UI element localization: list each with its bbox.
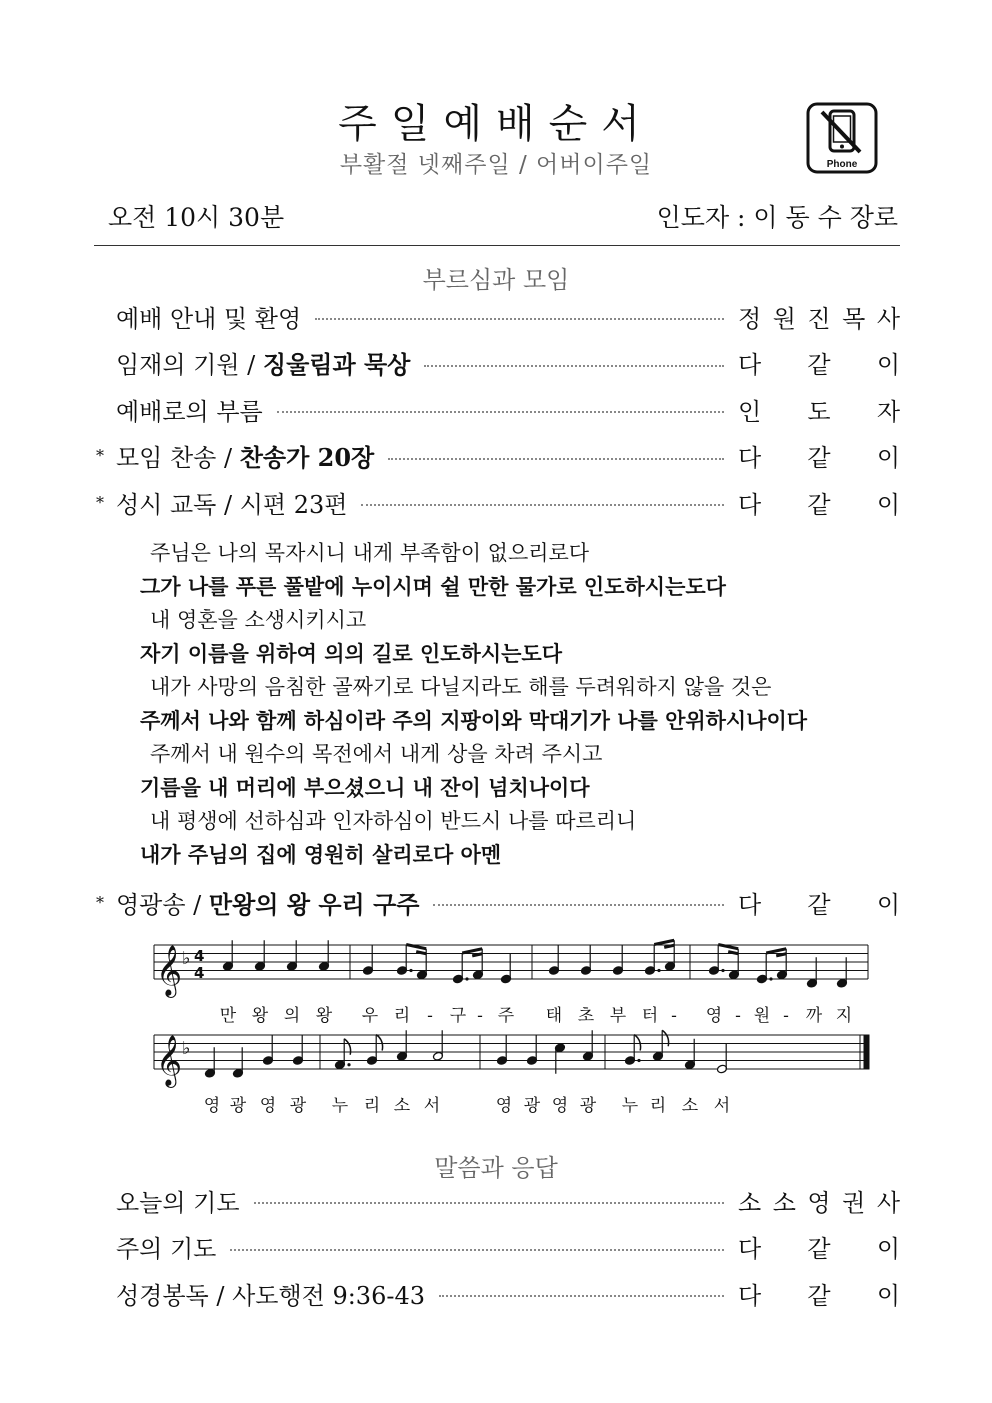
lyric-syllable: 광 xyxy=(229,1096,247,1116)
lyric-syllable: 우 xyxy=(361,1006,379,1026)
lyric-syllable: 누 xyxy=(331,1096,349,1116)
dot-leader xyxy=(361,504,724,506)
dot-leader xyxy=(433,904,724,906)
note-beam xyxy=(664,945,674,947)
lyric-syllable: 부 xyxy=(609,1006,627,1026)
psalm-line-leader: 내 영혼을 소생시키시고 xyxy=(150,608,367,632)
lyric-syllable: 소 xyxy=(393,1096,411,1116)
dot-leader xyxy=(230,1249,724,1251)
order-item xyxy=(96,438,900,474)
order-item-label: 성경봉독 / 사도행전 9:36-43 xyxy=(116,1281,425,1310)
psalm-line-leader: 주께서 내 원수의 목전에서 내게 상을 차려 주시고 xyxy=(150,742,603,766)
lyric-syllable: 만 xyxy=(219,1006,237,1026)
order-item-leader: 다 같 이 xyxy=(738,1281,900,1310)
lyric-syllable: - xyxy=(735,1006,741,1026)
note-dot xyxy=(409,969,412,972)
order-item-label: 주의 기도 xyxy=(116,1235,217,1263)
note-beam xyxy=(766,949,786,953)
lyric-syllable: 리 xyxy=(393,1006,411,1026)
order-item-leader: 다 같 이 xyxy=(738,444,900,472)
order-item xyxy=(96,391,900,427)
psalm-line-leader: 내가 사망의 음침한 골짜기로 다닐지라도 해를 두려워하지 않을 것은 xyxy=(150,675,772,699)
lyric-syllable: 누 xyxy=(621,1096,639,1116)
phone-badge-text: Phone xyxy=(826,159,858,170)
lyric-syllable: - xyxy=(783,1006,789,1026)
order-item xyxy=(96,345,900,381)
note-dot xyxy=(465,977,468,980)
order-item-label: 성시 교독 / 시편 23편 xyxy=(116,490,348,519)
lyric-syllable: 광 xyxy=(579,1096,597,1116)
lyric-syllable: 왕 xyxy=(251,1006,269,1026)
section-title-word: 말씀과 응답 xyxy=(434,1154,558,1182)
order-item-label: 예배 안내 및 환영 xyxy=(116,304,302,333)
order-item-leader: 정 원 진 목 사 xyxy=(738,304,900,333)
order-item-leader: 다 같 이 xyxy=(738,1235,900,1263)
note-dot xyxy=(657,969,660,972)
order-item-leader: 다 같 이 xyxy=(738,890,900,919)
lyric-syllable: 초 xyxy=(577,1006,595,1026)
lyric-syllable: - xyxy=(427,1006,433,1026)
dot-leader xyxy=(388,458,724,460)
page-subtitle: 부활절 넷째주일 / 어버이주일 xyxy=(339,152,653,178)
order-item xyxy=(96,298,900,334)
service-time: 오전 10시 30분 xyxy=(108,203,285,232)
lyric-syllable: 구 xyxy=(449,1006,467,1026)
note-beam xyxy=(654,940,674,944)
note-beam xyxy=(728,952,738,954)
order-item-label: 오늘의 기도 xyxy=(116,1188,240,1217)
section-title-calling: 부르심과 모임 xyxy=(422,266,570,294)
order-item xyxy=(96,1182,900,1218)
order-item-label: 영광송 / 만왕의 왕 우리 구주 xyxy=(116,889,420,919)
order-item xyxy=(96,1275,900,1311)
treble-clef-icon: 𝄞 xyxy=(156,945,183,996)
flat-icon: ♭ xyxy=(182,948,191,969)
no-phone-badge xyxy=(806,102,878,174)
standing-mark: * xyxy=(96,892,104,912)
lyric-syllable: 왕 xyxy=(315,1006,333,1026)
lyric-syllable: 까 xyxy=(805,1006,823,1026)
order-item-label: 임재의 기원 / 징울림과 묵상 xyxy=(116,350,411,379)
lyric-syllable: 원 xyxy=(753,1006,771,1026)
time-signature-top: 4 xyxy=(194,947,205,965)
final-bar-line xyxy=(864,1035,869,1069)
lyric-syllable: 리 xyxy=(363,1096,381,1116)
note-dot xyxy=(721,969,724,972)
standing-mark: * xyxy=(96,492,104,512)
psalm-line-people: 자기 이름을 위하여 의의 길로 인도하시는도다 xyxy=(140,641,562,666)
service-leader: 인도자 : 이 동 수 장로 xyxy=(656,203,898,232)
lyric-syllable: 영 xyxy=(705,1006,723,1026)
order-item-label: 예배로의 부름 xyxy=(116,397,263,426)
music-score xyxy=(140,935,880,1125)
order-item-leader: 다 같 이 xyxy=(738,490,900,519)
note-beam xyxy=(472,954,482,956)
lyric-syllable: 지 xyxy=(835,1006,853,1026)
order-item-leader: 소 소 영 권 사 xyxy=(738,1188,900,1217)
note-flag xyxy=(634,1035,640,1051)
psalm-line-people: 기름을 내 머리에 부으셨으니 내 잔이 넘치나이다 xyxy=(140,775,590,800)
lyric-syllable: 영 xyxy=(495,1096,513,1116)
psalm-line-people: 내가 주님의 집에 영원히 살리로다 아멘 xyxy=(140,842,502,867)
psalm-line-people: 그가 나를 푸른 풀밭에 누이시며 쉴 만한 물가로 인도하시는도다 xyxy=(140,574,726,599)
lyric-syllable: 의 xyxy=(283,1006,301,1026)
note-dot xyxy=(637,1059,640,1062)
psalm-line-leader: 내 평생에 선하심과 인자하심이 반드시 나를 따르리니 xyxy=(150,809,637,833)
dot-leader xyxy=(315,318,724,320)
dot-leader xyxy=(254,1202,724,1204)
dot-leader xyxy=(277,411,724,413)
lyric-syllable: 영 xyxy=(259,1096,277,1116)
order-item-label: 모임 찬송 / 찬송가 20장 xyxy=(116,443,375,472)
order-item xyxy=(96,1229,900,1265)
lyric-syllable: 소 xyxy=(681,1096,699,1116)
order-item xyxy=(96,484,900,520)
lyric-syllable: 광 xyxy=(289,1096,307,1116)
lyric-syllable: - xyxy=(671,1006,677,1026)
lyric-syllable: 터 xyxy=(641,1006,659,1026)
no-phone-icon xyxy=(806,102,878,174)
psalm-line-people: 주께서 나와 함께 하심이라 주의 지팡이와 막대기가 나를 안위하시나이다 xyxy=(140,708,808,733)
note-beam xyxy=(462,949,482,953)
note-flag xyxy=(376,1035,382,1051)
time-signature-bottom: 4 xyxy=(194,964,205,982)
order-item-gloria xyxy=(96,884,900,920)
dot-leader xyxy=(439,1295,724,1297)
standing-mark: * xyxy=(96,446,104,465)
treble-clef-icon: 𝄞 xyxy=(156,1035,183,1086)
note-dot xyxy=(769,977,772,980)
psalm-line-leader: 주님은 나의 목자시니 내게 부족함이 없으리로다 xyxy=(150,541,590,565)
lyric-syllable: 광 xyxy=(523,1096,541,1116)
page-title: 주일예배순서 xyxy=(338,101,654,147)
note-dot xyxy=(347,1063,350,1066)
lyric-syllable: 리 xyxy=(649,1096,667,1116)
lyric-syllable: 태 xyxy=(545,1006,563,1026)
note-beam xyxy=(776,954,786,956)
lyric-syllable: 주 xyxy=(497,1006,515,1026)
flat-icon: ♭ xyxy=(182,1038,191,1059)
lyric-syllable: 서 xyxy=(713,1096,731,1116)
lyric-syllable: - xyxy=(477,1006,483,1026)
lyric-syllable: 서 xyxy=(423,1096,441,1116)
order-item-leader: 다 같 이 xyxy=(738,351,900,379)
order-item-leader: 인 도 자 xyxy=(738,397,900,426)
dot-leader xyxy=(424,365,724,367)
note-beam xyxy=(416,952,426,954)
lyric-syllable: 영 xyxy=(551,1096,569,1116)
header-divider xyxy=(94,245,900,246)
lyric-syllable: 영 xyxy=(203,1096,221,1116)
